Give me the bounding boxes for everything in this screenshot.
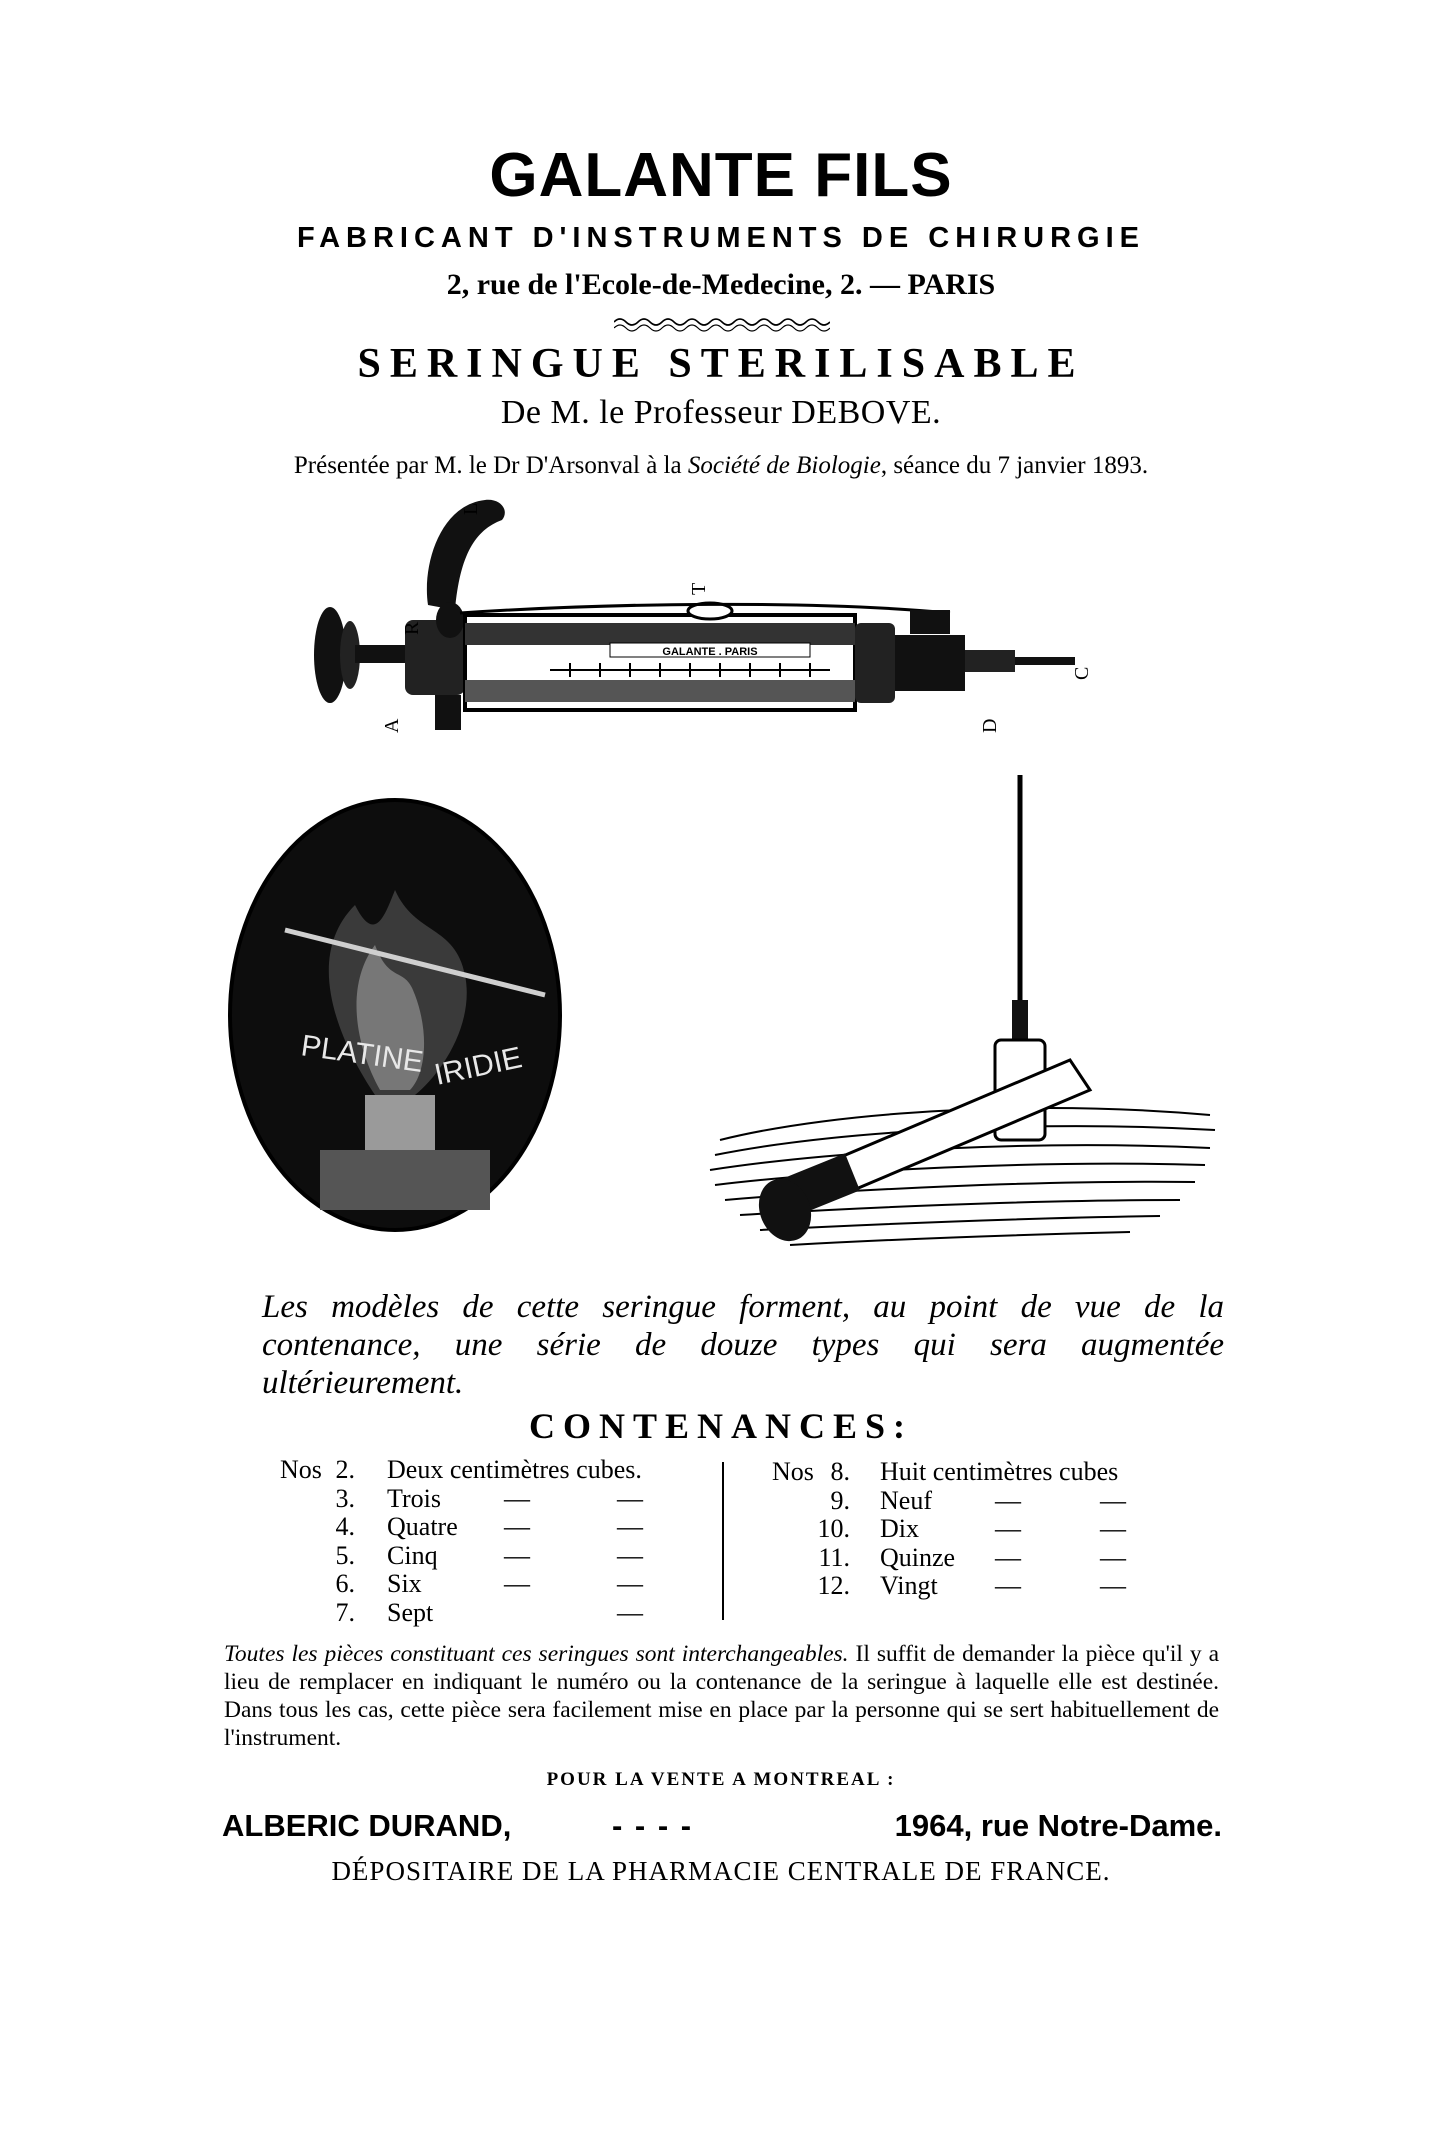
label-r: R (401, 621, 423, 635)
contenance-row (262, 1542, 702, 1571)
row-prefix: Nos (772, 1457, 814, 1486)
contenance-row (262, 1599, 702, 1628)
row-ditto: — (1100, 1542, 1126, 1572)
row-label: Dix (880, 1514, 919, 1543)
product-title: SERINGUE STERILISABLE (357, 341, 1085, 387)
row-ditto: — (504, 1540, 530, 1570)
label-t: T (688, 582, 710, 595)
row-ditto: — (995, 1571, 1021, 1600)
contenance-row (760, 1487, 1220, 1516)
label-a: A (381, 718, 403, 733)
row-label: Quatre (387, 1512, 458, 1541)
row-ditto: — (617, 1512, 643, 1541)
note-italic: Toutes les pièces constituant ces seringues sont interchangeables. (224, 1641, 849, 1667)
row-ditto: — (1100, 1514, 1126, 1543)
row-label: Neuf (880, 1485, 932, 1515)
row-label: Quinze (880, 1542, 956, 1572)
dealer-line (222, 1808, 1222, 1848)
row-number: 10. (817, 1514, 850, 1543)
dealer-dashes: - - - - (612, 1808, 694, 1843)
contenances-left-list (262, 1456, 702, 1627)
row-ditto: — (617, 1483, 643, 1513)
label-platine: PLATINE (299, 1029, 426, 1080)
row-ditto: — (617, 1597, 643, 1627)
row-ditto: — (1100, 1485, 1126, 1515)
contenance-row (262, 1513, 702, 1542)
contenance-row (262, 1456, 702, 1485)
syringe-illustration (310, 495, 1130, 750)
row-ditto: — (504, 1512, 530, 1541)
interchangeable-note (224, 1640, 1219, 1752)
row-ditto: — (617, 1540, 643, 1570)
label-iridie: IRIDIE (431, 1041, 525, 1092)
dealer-name: ALBERIC DURAND, (222, 1808, 512, 1843)
contenance-row (262, 1485, 702, 1514)
product-author: De M. le Professeur DEBOVE. (500, 394, 942, 431)
maker-name: GALANTE FILS (489, 141, 953, 210)
maker-address: 2, rue de l'Ecole-de-Medecine, 2. — PARIS (446, 268, 996, 301)
contenance-row (262, 1570, 702, 1599)
contenance-row (760, 1544, 1220, 1573)
dealer-address: 1964, rue Notre-Dame. (894, 1808, 1222, 1843)
contenance-row (760, 1515, 1220, 1544)
contenance-row (760, 1458, 1220, 1487)
row-number: 11. (818, 1542, 850, 1572)
row-number: 4. (335, 1512, 355, 1541)
row-label: Vingt (880, 1571, 938, 1600)
presented-suffix: , séance du 7 janvier 1893. (880, 452, 1149, 479)
contenances-heading: CONTENANCES: (528, 1406, 914, 1446)
contenance-row (760, 1572, 1220, 1601)
note-text: Il suffit de demander la pièce qu'il y a lieu de remplacer en indiquant le numéro ou la contenance de la seringue à laquelle elle est destinée. Dans tous les cas, cette pièce sera facilement mise en place par la personne qui se sert habituellement de l'instrument. (224, 1641, 1219, 1751)
description-paragraph: Les modèles de cette seringue forment, au point de vue de la contenance, une série de douze types qui sera augmentée ultérieurement. (262, 1289, 1224, 1401)
presented-society: Société de Biologie (687, 452, 881, 479)
row-ditto: — (504, 1569, 530, 1598)
maker-subtitle: FABRICANT D'INSTRUMENTS DE CHIRURGIE (296, 222, 1145, 254)
row-ditto: — (995, 1514, 1021, 1543)
row-number: 2. (335, 1455, 355, 1484)
row-number: 3. (335, 1483, 355, 1513)
row-label: Six (387, 1569, 422, 1598)
row-ditto: — (1100, 1571, 1126, 1600)
row-ditto: — (504, 1483, 530, 1513)
row-number: 9. (830, 1485, 850, 1515)
contenances-right-list (760, 1458, 1220, 1601)
needle-illustration (690, 770, 1230, 1270)
platinum-flame-illustration (225, 795, 565, 1235)
label-d: D (979, 718, 1001, 733)
presentation-line (0, 452, 1442, 480)
row-ditto: — (617, 1569, 643, 1598)
label-l: L (460, 502, 482, 515)
row-label: Deux centimètres cubes. (387, 1455, 642, 1484)
column-divider (722, 1462, 724, 1620)
row-label: Trois (387, 1483, 441, 1513)
row-number: 6. (335, 1569, 355, 1598)
row-ditto: — (995, 1485, 1021, 1515)
sale-heading: POUR LA VENTE A MONTREAL : (546, 1769, 896, 1790)
row-label: Huit centimètres cubes (880, 1457, 1119, 1486)
row-label: Cinq (387, 1540, 438, 1570)
row-number: 12. (817, 1571, 850, 1600)
wavy-divider (614, 318, 830, 332)
label-c: C (1071, 666, 1093, 680)
row-number: 8. (830, 1457, 850, 1486)
row-prefix: Nos (280, 1455, 322, 1484)
depositary-line: DÉPOSITAIRE DE LA PHARMACIE CENTRALE DE FRANCE. (331, 1856, 1111, 1886)
row-label: Sept (387, 1597, 434, 1627)
presented-prefix: Présentée par M. le Dr D'Arsonval à la (293, 452, 688, 479)
row-number: 5. (335, 1540, 355, 1570)
row-ditto: — (995, 1542, 1021, 1572)
row-number: 7. (335, 1597, 355, 1627)
syringe-brand-label: GALANTE . PARIS (662, 646, 758, 658)
